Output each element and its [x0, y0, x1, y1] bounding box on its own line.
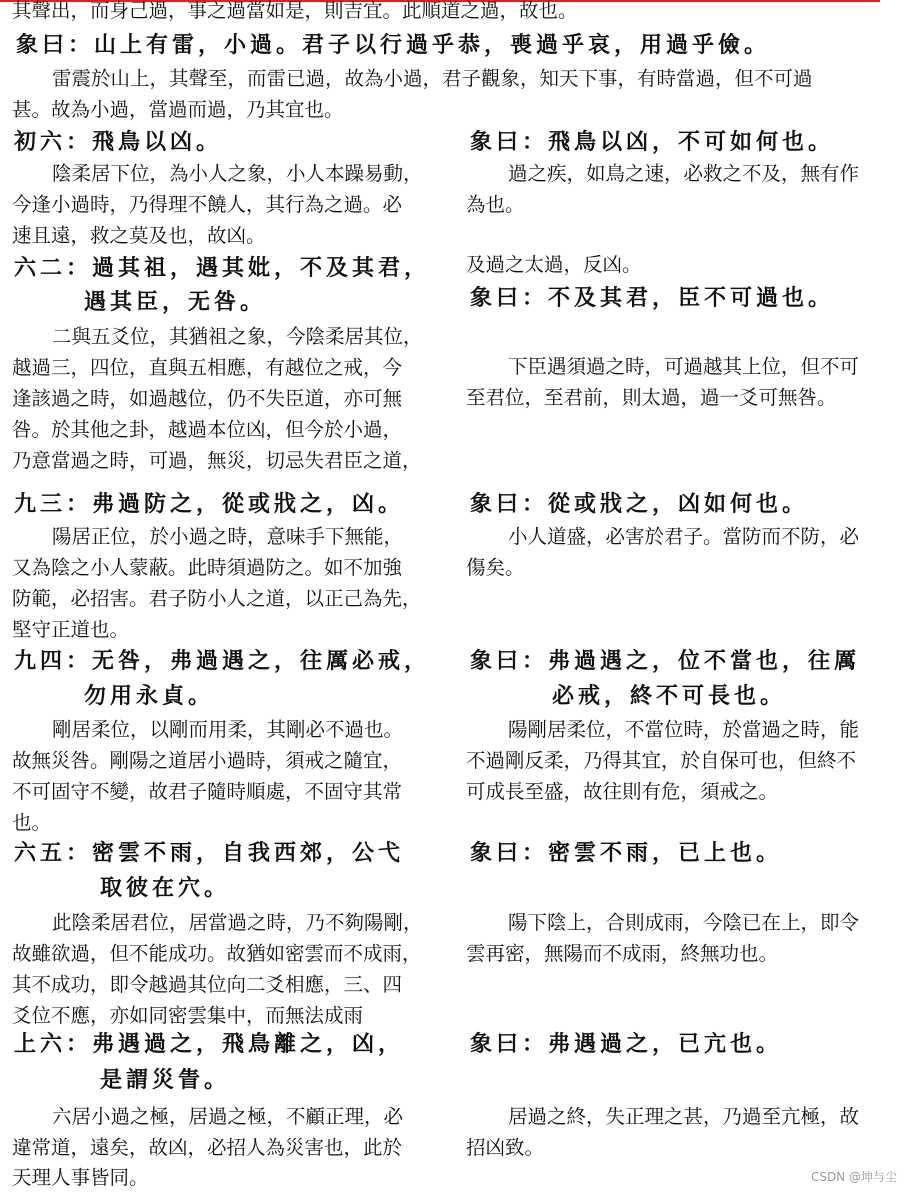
heading-left-column-line: 九四：无咎，弗過遇之，往厲必戒， — [14, 648, 431, 674]
body-right-column-line: 陽剛居柔位，不當位時，於當過之時，能 — [508, 718, 860, 741]
body-left-column-line: 故無災咎。剛陽之道居小過時，須戒之隨宜， — [12, 749, 403, 772]
heading-right-column-line: 象曰：弗過遇之，位不當也，往厲 — [470, 648, 861, 674]
body-left-column-line: 也。 — [12, 811, 52, 834]
heading-left-column-line: 遇其臣，无咎。 — [84, 289, 267, 315]
body-left-column-line: 今逢小過時，乃得理不饒人，其行為之過。必 — [12, 193, 403, 216]
body-full-width-line: 甚。故為小過，當過而過，乃其宜也。 — [12, 98, 344, 121]
body-left-column-line: 不可固守不變，故君子隨時順處，不固守其常 — [12, 780, 403, 803]
heading-right-column-line: 象曰：弗遇過之，已亢也。 — [470, 1031, 783, 1057]
heading-left-column-line: 勿用永貞。 — [84, 683, 215, 709]
body-left-column-line: 堅守正道也。 — [12, 618, 130, 641]
body-left-column-line: 故雖欲過，但不能成功。故猶如密雲而不成雨， — [12, 942, 422, 965]
body-left-column-line: 剛居柔位，以剛而用柔，其剛必不過也。 — [52, 718, 404, 741]
body-left-column-line: 爻位不應，亦如同密雲集中，而無法成雨 — [12, 1004, 364, 1027]
body-right-column-line: 可成長至盛，故往則有危，須戒之。 — [466, 780, 779, 803]
heading-left-column-line: 九三：弗過防之，從或戕之，凶。 — [14, 491, 405, 517]
body-right-column-line: 傷矣。 — [466, 556, 525, 579]
heading-left-column-line: 初六：飛鳥以凶。 — [14, 129, 223, 155]
body-left-column-line: 其不成功，即令越過其位向二爻相應，三、四 — [12, 973, 403, 996]
heading-full-width-line: 象曰：山上有雷，小過。君子以行過乎恭，喪過乎哀，用過乎儉。 — [16, 32, 771, 58]
heading-left-column-line: 是謂災眚。 — [100, 1067, 231, 1093]
body-right-column-line: 不過剛反柔，乃得其宜，於自保可也，但終不 — [466, 749, 857, 772]
heading-right-column-line: 象曰：密雲不雨，已上也。 — [470, 840, 783, 866]
heading-right-column-line: 象曰：從或戕之，凶如何也。 — [470, 491, 809, 517]
body-full-width-line: 雷震於山上，其聲至，而雷已過，故為小過，君子觀象，知天下事，有時當過，但不可過 — [52, 67, 813, 90]
body-left-column-line: 乃意當過之時，可過，無災，切忌失君臣之道， — [12, 449, 422, 472]
body-left-column-line: 天理人事皆同。 — [12, 1166, 149, 1189]
body-right-column-line: 招凶致。 — [466, 1136, 545, 1159]
body-right-column-line: 居過之終，失正理之甚，乃過至亢極，故 — [508, 1105, 860, 1128]
body-left-column-line: 陽居正位，於小過之時，意味手下無能， — [52, 525, 404, 548]
body-left-column-line: 逢該過之時，如過越位，仍不失臣道，亦可無 — [12, 387, 403, 410]
heading-right-column-line: 象曰：飛鳥以凶，不可如何也。 — [470, 129, 835, 155]
body-full-width-line: 其聲出，而身己過，事之過當如是，則吉宜。此順道之過，故也。 — [12, 0, 578, 22]
heading-left-column-line: 六五：密雲不雨，自我西郊，公弋 — [14, 840, 405, 866]
heading-left-column-line: 上六：弗遇過之，飛鳥離之，凶， — [14, 1031, 405, 1057]
body-left-column-line: 越過三，四位，直與五相應，有越位之戒，今 — [12, 356, 403, 379]
body-right-column-line: 雲再密，無陽而不成雨，終無功也。 — [466, 942, 779, 965]
body-right-column-line: 陽下陰上，合則成雨，今陰已在上，即令 — [508, 911, 860, 934]
heading-right-column-line: 象曰：不及其君，臣不可過也。 — [470, 285, 835, 311]
body-left-column-line: 六居小過之極，居過之極，不顧正理，必 — [52, 1105, 404, 1128]
body-right-column-line: 至君位，至君前，則太過，過一爻可無咎。 — [466, 386, 837, 409]
heading-right-column-line: 必戒，終不可長也。 — [552, 683, 787, 709]
body-right-column-line: 過之疾，如鳥之速，必救之不及，無有作 — [508, 162, 860, 185]
body-left-column-line: 速且遠，救之莫及也，故凶。 — [12, 224, 266, 247]
body-left-column-line: 違常道，遠矣，故凶，必招人為災害也，此於 — [12, 1136, 403, 1159]
body-left-column-line: 陰柔居下位，為小人之象，小人本躁易動， — [52, 162, 423, 185]
body-left-column-line: 此陰柔居君位，居當過之時，乃不夠陽剛， — [52, 911, 423, 934]
body-left-column-line: 又為陰之小人蒙蔽。此時須過防之。如不加強 — [12, 556, 403, 579]
watermark: CSDN @坤与尘 — [810, 1170, 897, 1184]
body-left-column-line: 二與五爻位，其猶祖之象，今陰柔居其位， — [52, 325, 423, 348]
body-right-column-line: 下臣遇須過之時，可過越其上位，但不可 — [508, 355, 860, 378]
body-right-column-line: 小人道盛，必害於君子。當防而不防，必 — [508, 525, 860, 548]
body-left-column-line: 咎。於其他之卦，越過本位凶，但今於小過， — [12, 418, 403, 441]
body-right-column-line: 為也。 — [466, 193, 525, 216]
body-left-column-line: 防範，必招害。君子防小人之道，以正己為先， — [12, 587, 422, 610]
body-right-column-line: 及過之太過，反凶。 — [466, 253, 642, 276]
heading-left-column-line: 六二：過其祖，遇其妣，不及其君， — [14, 255, 431, 281]
heading-left-column-line: 取彼在穴。 — [100, 875, 231, 901]
